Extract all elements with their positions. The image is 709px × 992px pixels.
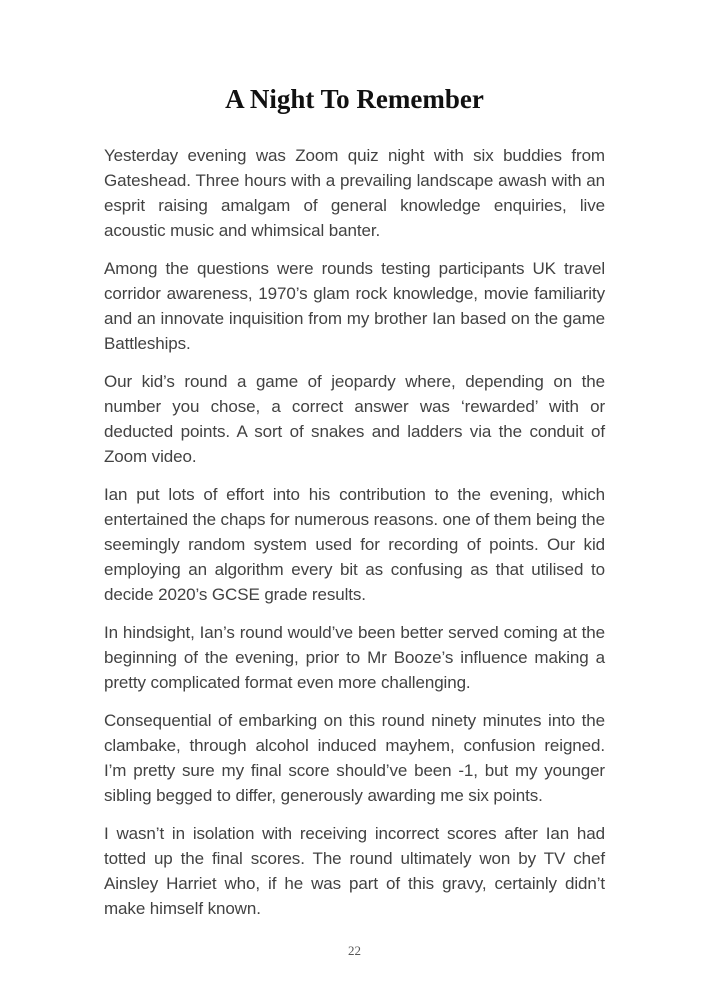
- page-number: 22: [348, 943, 361, 958]
- page-title: A Night To Remember: [225, 84, 484, 114]
- paragraph: In hindsight, Ian’s round would’ve been better served coming at the beginning of the evening, prior to Mr Booze’s influence making a pretty complicated format even more challenging.: [104, 623, 605, 692]
- article-body: [104, 143, 605, 921]
- paragraph: Yesterday evening was Zoom quiz night with six buddies from Gateshead. Three hours with a prevailing landscape awash with an esprit raising amalgam of general knowledge enquiries, live acoustic music and whimsical banter.: [104, 146, 605, 240]
- paragraph: Consequential of embarking on this round ninety minutes into the clambake, through alcohol induced mayhem, confusion reigned. I’m pretty sure my final score should’ve been -1, but my younger sibling begged to differ, generously awarding me six points.: [104, 711, 605, 805]
- paragraph: Among the questions were rounds testing participants UK travel corridor awareness, 1970’s glam rock knowledge, movie familiarity and an innovate inquisition from my brother Ian based on the game Battleships.: [104, 259, 605, 353]
- paragraph: Ian put lots of effort into his contribution to the evening, which entertained the chaps for numerous reasons. one of them being the seemingly random system used for recording of points. Our kid employing an algorithm every bit as confusing as that utilised to decide 2020’s GCSE grade results.: [104, 485, 605, 604]
- paragraph: I wasn’t in isolation with receiving incorrect scores after Ian had totted up the final scores. The round ultimately won by TV chef Ainsley Harriet who, if he was part of this gravy, certainly didn’t make himself known.: [104, 824, 605, 918]
- paragraph: Our kid’s round a game of jeopardy where, depending on the number you chose, a correct answer was ‘rewarded’ with or deducted points. A sort of snakes and ladders via the conduit of Zoom video.: [104, 372, 605, 466]
